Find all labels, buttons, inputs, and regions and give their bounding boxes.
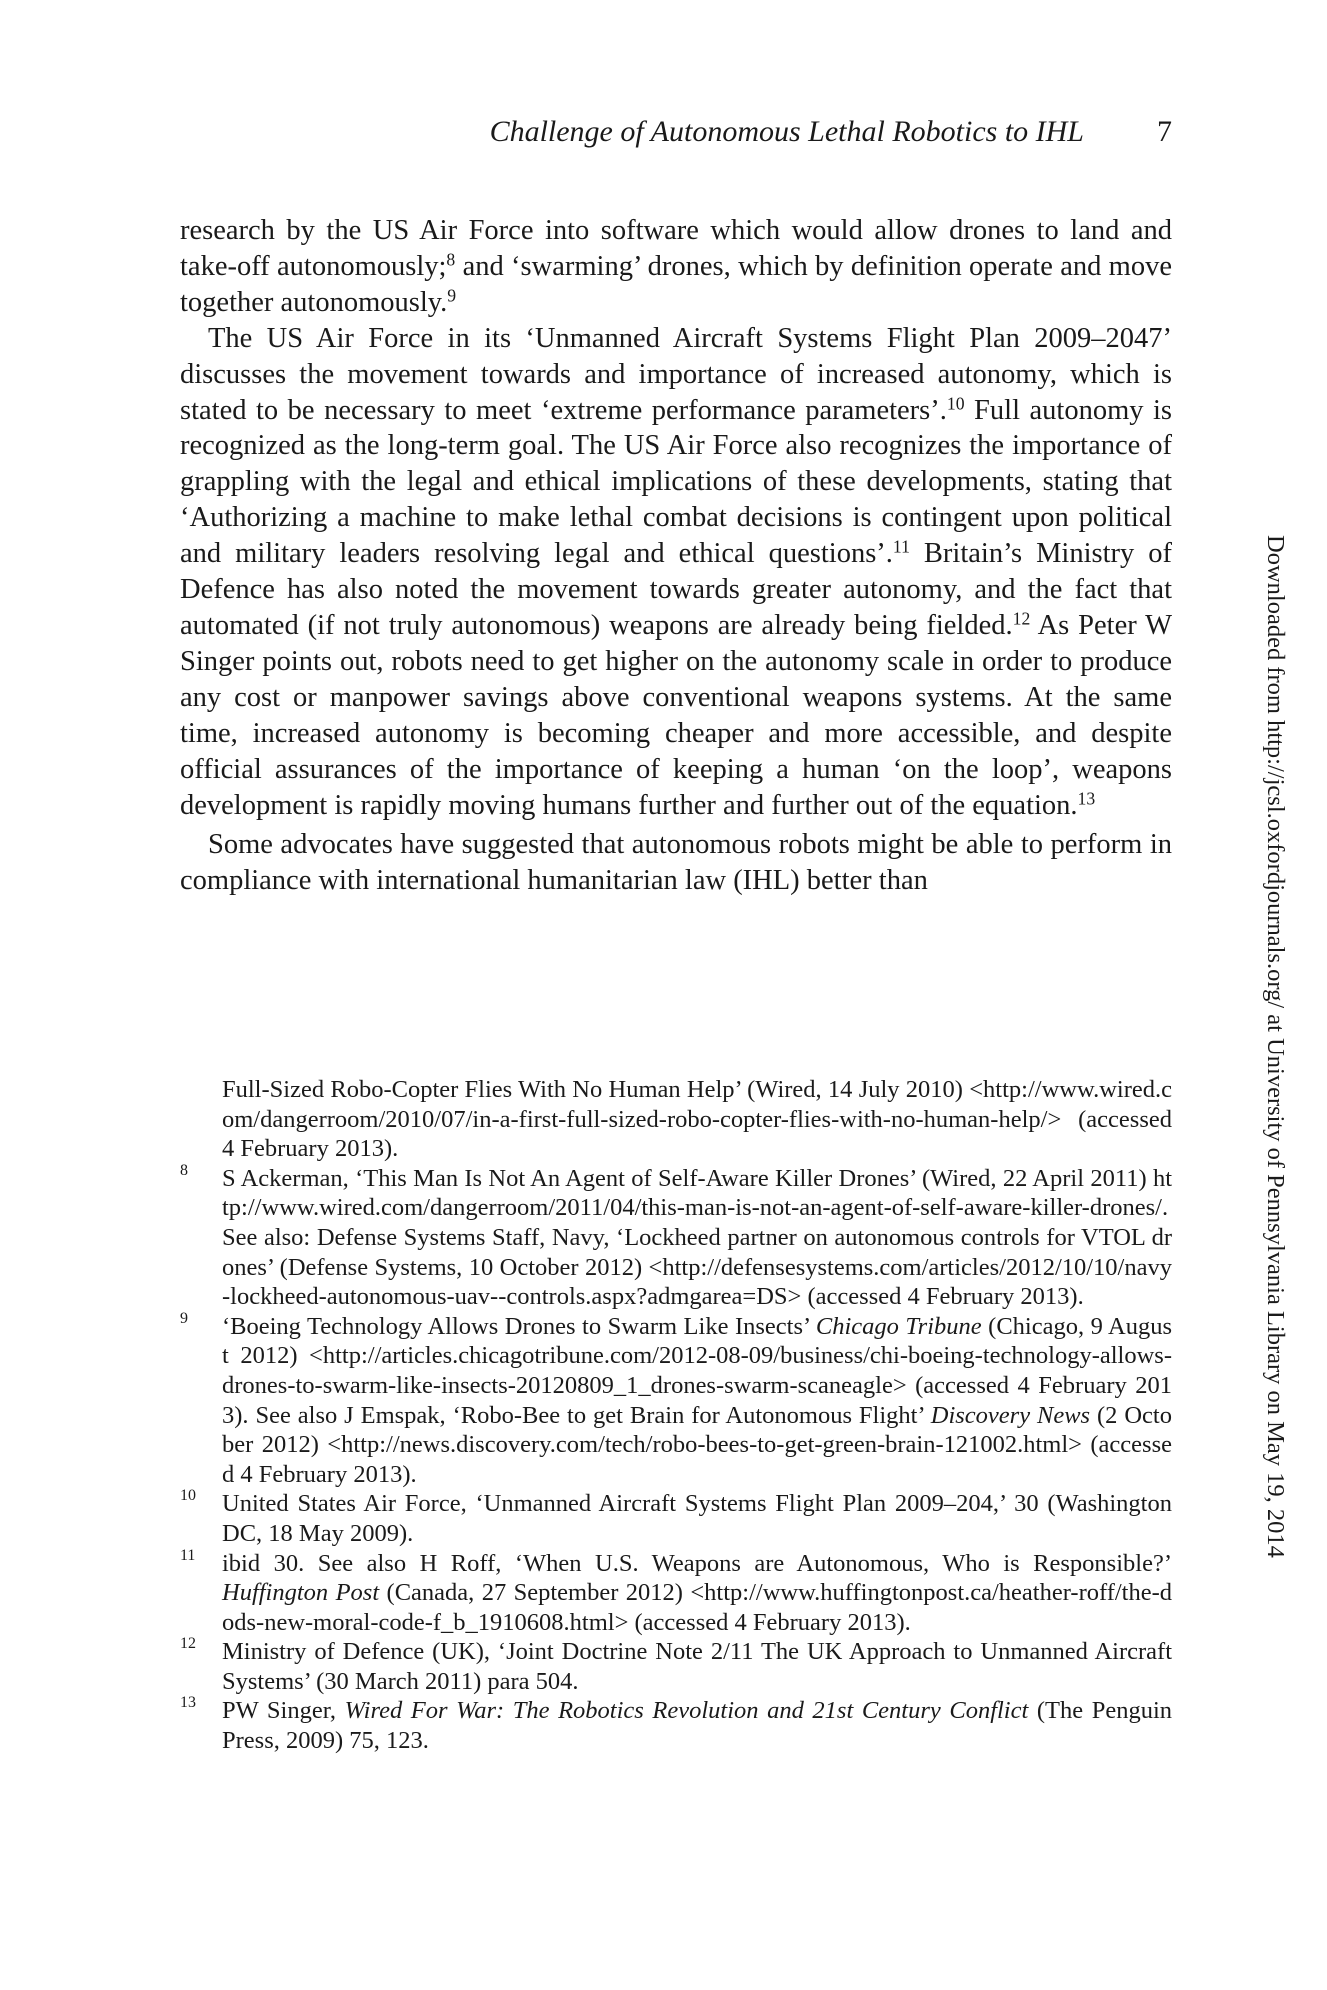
footnote-continued (180, 1075, 1172, 1164)
footnote-number: 10 (180, 1487, 196, 1505)
footnote-text: ‘Boeing Technology Allows Drones to Swarm Like Insects’ (222, 1312, 816, 1340)
page-number: 7 (1157, 115, 1172, 148)
footnote-ref-8[interactable]: 8 (446, 249, 456, 270)
text-run: Full autonomy is recognized as the long-term goal. The US Air Force also recognizes the importance of grappling with the legal and ethical implications of these developments, stating that ‘Authorizing a machine to make lethal combat decisions is contingent upon political and military leaders resolving legal and ethical questions’. (180, 394, 1173, 570)
paragraph-1 (180, 213, 1172, 321)
publication-title: Discovery News (930, 1401, 1091, 1429)
publication-title: Chicago Tribune (815, 1312, 982, 1340)
text-run: As Peter W Singer points out, robots need to get higher on the autonomy scale in order to produce any cost or manpower savings above conventional weapons systems. At the same time, increased autonomy is becoming cheaper and more accessible, and despite official assurances of the importance of keeping a human ‘on the loop’, weapons development is rapidly moving humans further and further out of the equation. (180, 609, 1172, 821)
publication-title: Huffington Post (222, 1579, 380, 1607)
footnote-ref-12[interactable]: 12 (1012, 608, 1031, 629)
footnote-ref-10[interactable]: 10 (946, 392, 965, 413)
footnote-text: (2 October 2012) <http://news.discovery.com/tech/robo-bees-to-get-green-brain-121002.html> (accessed 4 February 2013). (222, 1401, 1172, 1488)
text-run: research by the US Air Force into software which would allow drones to land and take-off autonomously; (180, 215, 1172, 282)
book-title: Wired For War: The Robotics Revolution and 21st Century Conflict (344, 1697, 1029, 1725)
text-run: The US Air Force in its ‘Unmanned Aircraft Systems Flight Plan 2009–2047’ discusses the movement towards and importance of increased autonomy, which is stated to be necessary to meet ‘extreme performance parameters’. (180, 322, 1172, 426)
footnote-13 (180, 1696, 1172, 1755)
footnote-text: (Chicago, 9 August 2012) <http://articles.chicagotribune.com/2012-08-09/business/chi-boeing-technology-allows-drones-to-swarm-like-insects-20120809_1_drones-swarm-scaneagle> (accessed 4 February 2013). See also J Emspak, ‘Robo-Bee to get Brain for Autonomous Flight’ (222, 1312, 1172, 1429)
footnote-number: 11 (180, 1546, 196, 1564)
footnote-9 (180, 1309, 1172, 1490)
footnote-text: PW Singer, (222, 1697, 345, 1725)
body-text (180, 213, 1172, 899)
text-run: Britain’s Ministry of Defence has also noted the movement towards greater autonomy, and the fact that automated (if not truly autonomous) weapons are already being fielded. (180, 538, 1172, 641)
footnote-text: (Canada, 27 September 2012) <http://www.huffingtonpost.ca/heather-roff/the-dods-new-moral-code-f_b_1910608.html> (accessed 4 February 2013). (222, 1579, 1172, 1636)
footnotes (180, 1075, 1172, 1756)
text-run: and ‘swarming’ drones, which by definition operate and move together autonomously. (180, 250, 1172, 318)
footnote-text: (The Penguin Press, 2009) 75, 123. (222, 1697, 1172, 1755)
download-watermark: Downloaded from http://jcsl.oxfordjournals.org/ at University of Pennsylvania Library on May 19, 2014 (1262, 535, 1289, 1558)
footnote-ref-9[interactable]: 9 (447, 285, 457, 306)
footnote-11 (180, 1546, 1172, 1638)
footnote-12 (180, 1637, 1172, 1696)
paragraph-3: Some advocates have suggested that autonomous robots might be able to perform in compliance with international humanitarian law (IHL) better than (180, 829, 1172, 897)
footnote-ref-11[interactable]: 11 (892, 536, 910, 557)
footnote-10 (180, 1489, 1172, 1548)
footnote-text: Ministry of Defence (UK), ‘Joint Doctrine Note 2/11 The UK Approach to Unmanned Aircraft Systems’ (30 March 2011) para 504. (222, 1638, 1172, 1695)
footnote-8 (180, 1161, 1172, 1312)
footnote-number: 9 (180, 1309, 188, 1327)
footnote-number: 12 (180, 1635, 196, 1653)
footnote-number: 8 (180, 1161, 188, 1179)
footnote-ref-13[interactable]: 13 (1077, 787, 1096, 808)
running-title: Challenge of Autonomous Lethal Robotics to IHL (489, 115, 1084, 148)
footnote-text: Full-Sized Robo-Copter Flies With No Human Help’ (Wired, 14 July 2010) <http://www.wired.com/dangerroom/2010/07/in-a-first-full-sized-robo-copter-flies-with-no-human-help/> (accessed 4 February 2013). (222, 1076, 1172, 1163)
footnote-text: ibid 30. See also H Roff, ‘When U.S. Weapons are Autonomous, Who is Responsible?’ (222, 1549, 1172, 1577)
footnote-text: United States Air Force, ‘Unmanned Aircraft Systems Flight Plan 2009–204,’ 30 (Washington DC, 18 May 2009). (222, 1490, 1172, 1547)
footnote-text: S Ackerman, ‘This Man Is Not An Agent of Self-Aware Killer Drones’ (Wired, 22 April 2011) http://www.wired.com/dangerroom/2011/04/this-man-is-not-an-agent-of-self-aware-killer-drones/. See also: Defense Systems Staff, Navy, ‘Lockheed partner on autonomous controls for VTOL drones’ (Defense Systems, 10 October 2012) <http://defensesystems.com/articles/2012/10/10/navy-lockheed-autonomous-uav--controls.aspx?admgarea=DS> (accessed 4 February 2013). (222, 1164, 1172, 1311)
paragraph-2 (180, 321, 1172, 824)
footnote-number: 13 (180, 1694, 196, 1712)
